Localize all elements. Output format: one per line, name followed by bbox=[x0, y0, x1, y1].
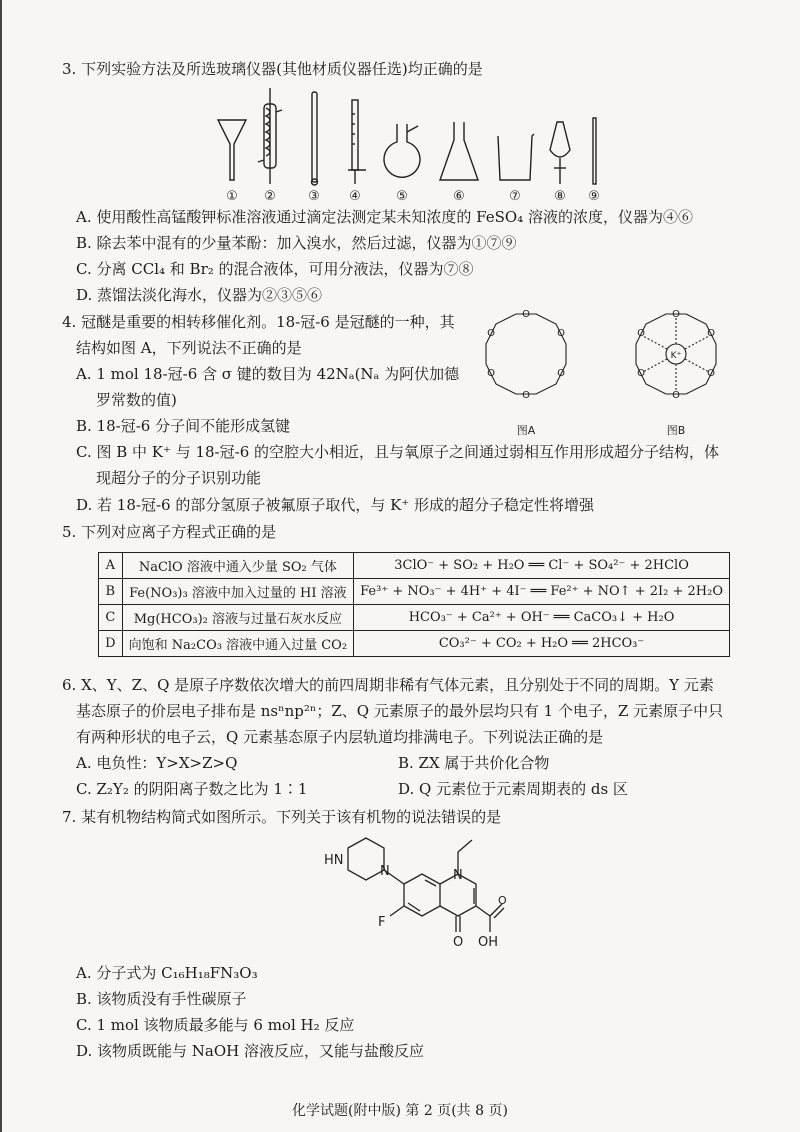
fig-a-o5: O bbox=[487, 368, 495, 379]
row-b-eq: Fe³⁺ + NO₃⁻ + 4H⁺ + 4I⁻ ══ Fe²⁺ + NO↑ + 2I₂ + 2H₂O bbox=[354, 579, 730, 605]
q3-option-b: B. 除去苯中混有的少量苯酚：加入溴水，然后过滤，仪器为①⑦⑨ bbox=[76, 234, 517, 252]
atom-o-acid: O bbox=[498, 894, 507, 907]
row-d-eq: CO₃²⁻ + CO₂ + H₂O ══ 2HCO₃⁻ bbox=[354, 631, 730, 657]
q3-stem: 3. 下列实验方法及所选玻璃仪器(其他材质仪器任选)均正确的是 bbox=[62, 60, 483, 78]
atom-n-ring: N bbox=[453, 868, 463, 883]
row-d-desc: 向饱和 Na₂CO₃ 溶液中通入过量 CO₂ bbox=[122, 631, 354, 657]
atom-f: F bbox=[378, 915, 386, 930]
fig-a-o3: O bbox=[557, 368, 565, 379]
fig-a-o1: O bbox=[522, 309, 530, 320]
row-b-option: B bbox=[99, 579, 123, 605]
row-c-eq: HCO₃⁻ + Ca²⁺ + OH⁻ ══ CaCO₃↓ + H₂O bbox=[354, 605, 730, 631]
label-1: ① bbox=[226, 189, 238, 204]
table-row bbox=[99, 605, 730, 631]
label-7: ⑦ bbox=[509, 189, 521, 204]
row-a-option: A bbox=[99, 553, 123, 579]
fig-b-potassium: K⁺ bbox=[670, 351, 682, 361]
q3-option-d: D. 蒸馏法淡化海水，仪器为②③⑤⑥ bbox=[76, 286, 323, 304]
fig-b-o2: O bbox=[707, 328, 715, 339]
row-a-eq: 3ClO⁻ + SO₂ + H₂O ══ Cl⁻ + SO₄²⁻ + 2HClO bbox=[354, 553, 730, 579]
scan-edge bbox=[0, 0, 2, 1132]
atom-oh: OH bbox=[478, 935, 499, 950]
label-6: ⑥ bbox=[453, 189, 465, 204]
atom-o-ketone: O bbox=[453, 935, 464, 950]
label-4: ④ bbox=[349, 189, 361, 204]
q5-ion-table bbox=[98, 552, 730, 657]
fig-a-o6: O bbox=[487, 328, 495, 339]
q3-glassware-figure bbox=[200, 84, 620, 204]
fig-a-o2: O bbox=[557, 328, 565, 339]
label-9: ⑨ bbox=[588, 189, 600, 204]
figure-b-label: 图B bbox=[666, 424, 686, 437]
figure-a-ring bbox=[486, 314, 566, 394]
q3-option-c: C. 分离 CCl₄ 和 Br₂ 的混合液体，可用分液法，仪器为⑦⑧ bbox=[76, 260, 474, 278]
label-2: ② bbox=[264, 189, 276, 204]
q4-option-d: D. 若 18-冠-6 的部分氢原子被氟原子取代，与 K⁺ 形成的超分子稳定性将增强 bbox=[76, 496, 594, 514]
fig-b-o5: O bbox=[637, 368, 645, 379]
q4-option-c-1: C. 图 B 中 K⁺ 与 18-冠-6 的空腔大小相近，且与氧原子之间通过弱相互作用形成超分子结构，体 bbox=[76, 443, 720, 461]
q4-stem-2: 结构如图 A，下列说法不正确的是 bbox=[76, 339, 302, 357]
q4-crown-ether-figure bbox=[468, 302, 758, 442]
q6-option-a: A. 电负性：Y>X>Z>Q bbox=[76, 754, 238, 772]
q7-option-a: A. 分子式为 C₁₆H₁₈FN₃O₃ bbox=[76, 964, 258, 982]
q7-stem: 7. 某有机物结构简式如图所示。下列关于该有机物的说法错误的是 bbox=[62, 808, 502, 826]
page-footer: 化学试题(附中版) 第 2 页(共 8 页) bbox=[292, 1103, 508, 1119]
round-flask-icon bbox=[384, 124, 420, 177]
condenser-icon bbox=[258, 88, 282, 184]
q6-option-c: C. Z₂Y₂ 的阴阳离子数之比为 1∶1 bbox=[76, 780, 308, 798]
thermometer-icon bbox=[312, 92, 318, 185]
row-c-desc: Mg(HCO₃)₂ 溶液与过量石灰水反应 bbox=[122, 605, 354, 631]
q7-option-c: C. 1 mol 该物质最多能与 6 mol H₂ 反应 bbox=[76, 1016, 355, 1034]
q4-option-a-2: 罗常数的值) bbox=[96, 391, 177, 409]
q6-stem-3: 有两种形状的电子云，Q 元素基态原子内层轨道均排满电子。下列说法正确的是 bbox=[76, 728, 604, 746]
beaker-icon bbox=[498, 134, 534, 180]
q4-option-a-1: A. 1 mol 18-冠-6 含 σ 键的数目为 42Nₐ(Nₐ 为阿伏加德 bbox=[76, 365, 460, 383]
table-row bbox=[99, 579, 730, 605]
row-a-desc: NaClO 溶液中通入少量 SO₂ 气体 bbox=[122, 553, 354, 579]
q6-option-b: B. ZX 属于共价化合物 bbox=[398, 754, 550, 772]
conical-flask-icon bbox=[440, 122, 478, 180]
table-row bbox=[99, 631, 730, 657]
burette-icon bbox=[348, 100, 366, 184]
q3-option-a: A. 使用酸性高锰酸钾标准溶液通过滴定法测定某未知浓度的 FeSO₄ 溶液的浓度，仪器为④⑥ bbox=[76, 208, 693, 226]
row-d-option: D bbox=[99, 631, 123, 657]
atom-n-piperazine: N bbox=[380, 864, 390, 879]
label-8: ⑧ bbox=[554, 189, 566, 204]
fig-a-o4: O bbox=[522, 390, 530, 401]
q4-option-b: B. 18-冠-6 分子间不能形成氢键 bbox=[76, 417, 291, 435]
q6-option-d: D. Q 元素位于元素周期表的 ds 区 bbox=[398, 780, 628, 798]
glass-rod-icon bbox=[593, 118, 596, 184]
q4-stem-1: 4. 冠醚是重要的相转移催化剂。18-冠-6 是冠醚的一种，其 bbox=[62, 313, 455, 331]
separatory-funnel-icon bbox=[550, 122, 570, 184]
fig-b-o3: O bbox=[707, 368, 715, 379]
label-5: ⑤ bbox=[396, 189, 408, 204]
q4-option-c-2: 现超分子的分子识别功能 bbox=[96, 469, 262, 487]
figure-a-label: 图A bbox=[516, 424, 536, 437]
fig-b-o6: O bbox=[637, 328, 645, 339]
q5-stem: 5. 下列对应离子方程式正确的是 bbox=[62, 523, 277, 541]
q7-structure-figure bbox=[318, 828, 508, 954]
q6-stem-2: 基态原子的价层电子排布是 nsⁿnp²ⁿ；Z、Q 元素原子的最外层均只有 1 个电子，Z 元素原子中只 bbox=[76, 702, 724, 720]
fig-b-o4: O bbox=[672, 390, 680, 401]
atom-hn: HN bbox=[324, 853, 344, 868]
q7-option-d: D. 该物质既能与 NaOH 溶液反应，又能与盐酸反应 bbox=[76, 1042, 425, 1060]
funnel-icon bbox=[218, 120, 246, 180]
row-b-desc: Fe(NO₃)₃ 溶液中加入过量的 HI 溶液 bbox=[122, 579, 354, 605]
q6-stem-1: 6. X、Y、Z、Q 是原子序数依次增大的前四周期非稀有气体元素，且分别处于不同的周期。Y 元素 bbox=[62, 676, 714, 694]
label-3: ③ bbox=[308, 189, 320, 204]
fig-b-o1: O bbox=[672, 309, 680, 320]
table-row bbox=[99, 553, 730, 579]
row-c-option: C bbox=[99, 605, 123, 631]
q7-option-b: B. 该物质没有手性碳原子 bbox=[76, 990, 247, 1008]
